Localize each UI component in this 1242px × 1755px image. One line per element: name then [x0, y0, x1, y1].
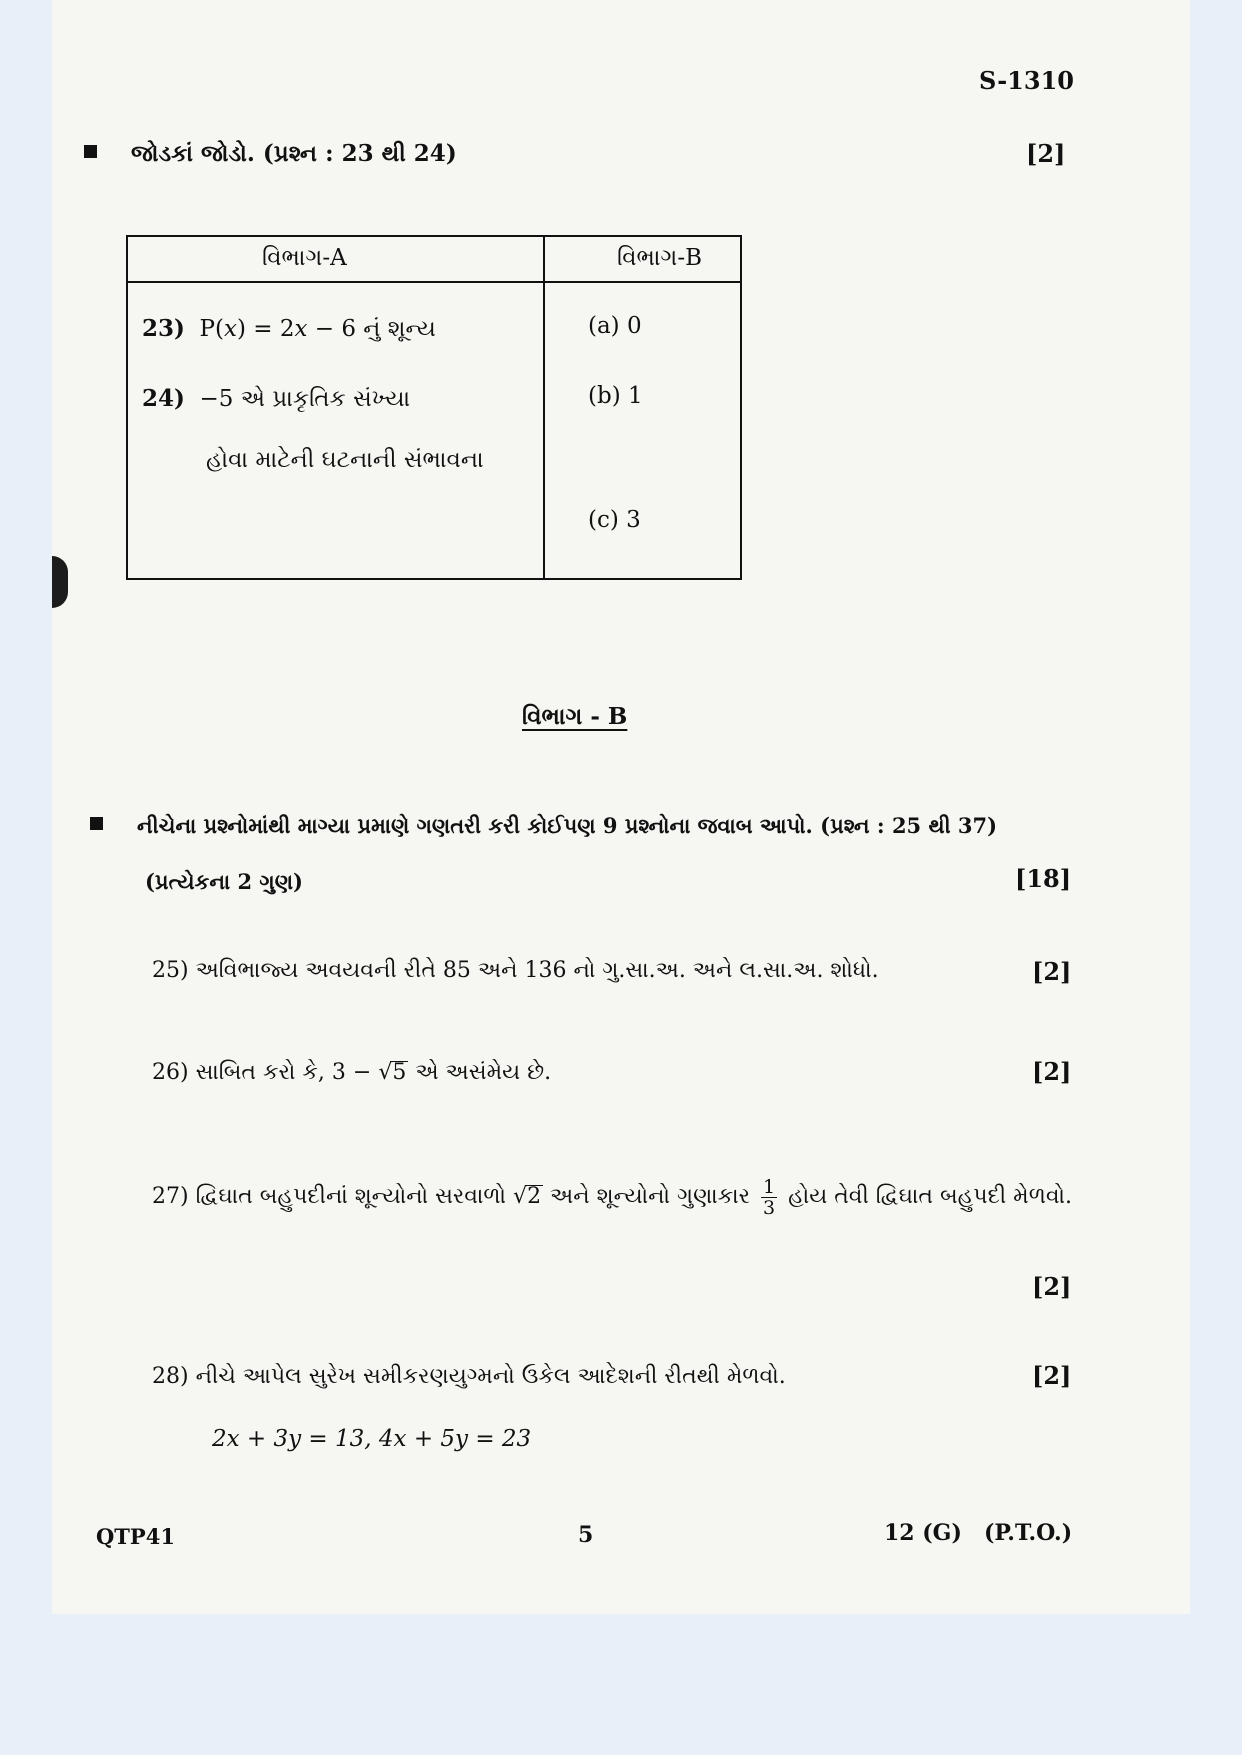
question-25-marks: [2]	[1032, 957, 1072, 986]
question-27-marks: [2]	[1032, 1272, 1072, 1301]
match-table	[126, 235, 742, 580]
option-b: (b) 1	[588, 383, 643, 409]
table-divider	[543, 237, 545, 578]
page-edge-mark	[52, 556, 68, 608]
option-c: (c) 3	[588, 507, 641, 533]
section-b-sub-instruction: (પ્રત્યેકના 2 ગુણ)	[145, 869, 303, 894]
col-b-header: વિભાગ-B	[617, 245, 703, 271]
match-marks: [2]	[1026, 139, 1066, 168]
col-a-header: વિભાગ-A	[262, 245, 347, 271]
section-b-heading: વિભાગ - B	[522, 703, 628, 730]
footer-pto: (P.T.O.)	[984, 1520, 1073, 1546]
bullet-square-icon	[84, 145, 97, 158]
bullet-square-icon	[90, 817, 103, 830]
question-23: 23) P(x) = 2x − 6 નું શૂન્ય	[142, 315, 436, 342]
section-b-total-marks: [18]	[1015, 864, 1072, 893]
footer-medium-code: 12 (G)	[884, 1520, 962, 1546]
question-26: 26) સાબિત કરો કે, 3 − √5 એ અસંમેય છે.	[152, 1060, 552, 1085]
question-26-marks: [2]	[1032, 1057, 1072, 1086]
question-28-marks: [2]	[1032, 1361, 1072, 1390]
question-25: 25) અવિભાજ્ય અવયવની રીતે 85 અને 136 નો ગુ.સા.અ. અને લ.સા.અ. શોધો.	[152, 958, 879, 983]
question-28: 28) નીચે આપેલ સુરેખ સમીકરણયુગ્મનો ઉકેલ આદેશની રીતથી મેળવો.	[152, 1364, 786, 1389]
fraction-one-third: $\frac{1}{3}$	[762, 1175, 776, 1219]
question-28-equations: 2x + 3y = 13, 4x + 5y = 23	[212, 1426, 532, 1452]
question-27: 27) દ્વિઘાત બહુપદીનાં શૂન્યોનો સરવાળો √2 અને શૂન્યોનો ગુણાકાર $\frac{1}{3}$ હોય તેવી દ્વિઘાત બહુપદી મેળવો.	[152, 1175, 1073, 1219]
option-a: (a) 0	[588, 313, 642, 339]
section-b-instruction: નીચેના પ્રશ્નોમાંથી માગ્યા પ્રમાણે ગણતરી કરી કોઈપણ 9 પ્રશ્નોના જવાબ આપો. (પ્રશ્ન : 25 થી 37)	[90, 813, 997, 839]
paper-code: S-1310	[979, 66, 1074, 95]
table-header-rule	[128, 281, 740, 283]
match-instruction: જોડકાં જોડો. (પ્રશ્ન : 23 થી 24)	[84, 140, 457, 167]
question-24: 24) −5 એ પ્રાકૃતિક સંખ્યા	[142, 385, 411, 412]
page-number: 5	[578, 1522, 594, 1548]
question-24-line2: હોવા માટેની ઘટનાની સંભાવના	[206, 447, 484, 473]
footer-code: QTP41	[96, 1524, 175, 1549]
